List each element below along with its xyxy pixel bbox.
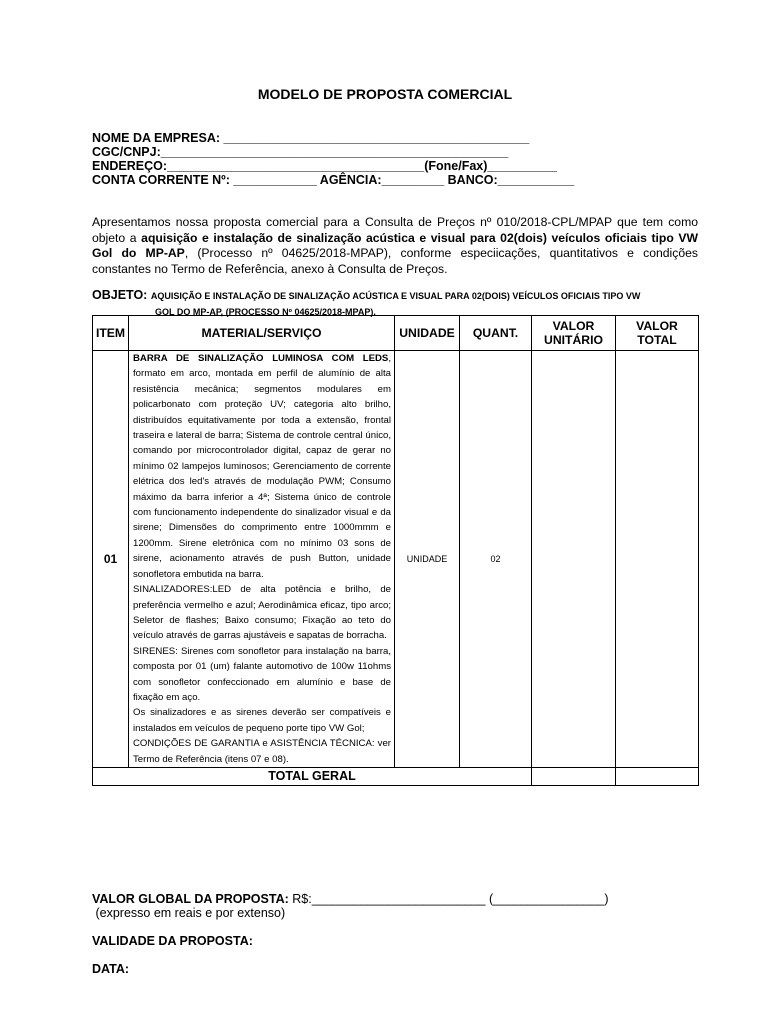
objeto-label: OBJETO: — [92, 288, 148, 302]
total-geral-label: TOTAL GERAL — [93, 767, 532, 785]
intro-text-end: , (Processo nº 04625/2018-MPAP), conforme especiicações, quantitativos e condições constantes no Termo de Referência, anexo à Consulta de Preços. — [92, 246, 698, 276]
items-table — [92, 315, 699, 786]
header-valor-total: VALOR TOTAL — [616, 316, 699, 351]
description-paragraph-1 — [133, 351, 391, 582]
header-item: ITEM — [93, 316, 129, 351]
item-quantidade: 02 — [460, 351, 532, 768]
objeto-line-2: GOL DO MP-AP, (PROCESSO Nº 04625/2018-MPAP). — [155, 307, 376, 317]
valor-global-value: R$:_________________________ (________________) — [288, 892, 609, 906]
header-material: MATERIAL/SERVIÇO — [129, 316, 395, 351]
valor-global-note: (expresso em reais e por extenso) — [92, 906, 286, 920]
header-unidade: UNIDADE — [395, 316, 460, 351]
description-paragraph-2: SINALIZADORES:LED de alta potência e brilho, de preferência vermelho e azul; Aerodinâmica eficaz, tipo arco; Seletor de flashes; Baixo consumo; Fixação ao teto do veículo através de garras ajustáveis e sapatas de borracha. — [133, 584, 391, 642]
total-row — [93, 767, 699, 785]
item-description — [129, 351, 395, 768]
total-valor-unitario — [532, 767, 616, 785]
table-row — [93, 351, 699, 768]
header-quant: QUANT. — [460, 316, 532, 351]
item-valor-unitario — [532, 351, 616, 768]
item-valor-total — [616, 351, 699, 768]
intro-paragraph — [92, 215, 698, 277]
description-paragraph-5: CONDIÇÕES DE GARANTIA e ASISTÊNCIA TÉCNICA: ver Termo de Referência (itens 07 e 08). — [133, 738, 391, 765]
total-valor-total — [616, 767, 699, 785]
company-name-field: NOME DA EMPRESA: ____________________________________________ — [92, 131, 530, 145]
valor-global-label: VALOR GLOBAL DA PROPOSTA: — [92, 892, 289, 906]
valor-global-line — [92, 892, 609, 907]
validade-label: VALIDADE DA PROPOSTA: — [92, 934, 253, 948]
description-heading: BARRA DE SINALIZAÇÃO LUMINOSA COM LEDS — [133, 353, 389, 364]
item-number: 01 — [93, 351, 129, 768]
intro-text-bold: aquisição e instalação de sinalização acústica e visual para 02(dois) veículos oficiais tipo VW Gol do MP-AP — [92, 230, 698, 260]
table-header-row — [93, 316, 699, 351]
bank-account-field: CONTA CORRENTE Nº: ____________ AGÊNCIA:_________ BANCO:___________ — [92, 173, 575, 187]
intro-text-start: Apresentamos nossa proposta comercial para a Consulta de Preços nº 010/2018-CPL/MPAP que tem como objeto a — [92, 215, 698, 245]
objeto-line-1: AQUISIÇÃO E INSTALAÇÃO DE SINALIZAÇÃO ACÚSTICA E VISUAL PARA 02(DOIS) VEÍCULOS OFICIAIS TIPO VW — [150, 291, 641, 301]
data-label: DATA: — [92, 962, 130, 976]
item-unidade: UNIDADE — [395, 351, 460, 768]
header-valor-unitario: VALOR UNITÁRIO — [532, 316, 616, 351]
document-title: MODELO DE PROPOSTA COMERCIAL — [257, 86, 513, 102]
address-field: ENDEREÇO:_____________________________________(Fone/Fax)__________ — [92, 159, 557, 173]
description-paragraph-3: SIRENES: Sirenes com sonofletor para instalação na barra, composta por 01 (um) falante automotivo de 100w 11ohms com sonofletor confeccionado em alumínio e base de fixação em aço. — [133, 645, 391, 703]
description-paragraph-4: Os sinalizadores e as sirenes deverão ser compatíveis e instalados em veículos de pequeno porte tipo VW Gol; — [133, 707, 391, 734]
cnpj-field: CGC/CNPJ:__________________________________________________ — [92, 145, 509, 159]
description-body: , formato em arco, montada em perfil de alumínio de alta resistência mecânica; segmentos modulares em policarbonato com proteção UV; categoria alto brilho, distribuídos equitativamente por toda a extensão, frontal traseira e lateral de barra; Sistema de controle central único, comando por microcontrolador digital, capaz de gerar no mínimo 02 lampejos luminosos; Gerenciamento de corrente elétrica dos led's através de modulação PWM; Consumo máximo da barra inferior a 4ª; Sistema único de controle com funcionamento independente do sinalizador visual e da sirene; Dimensões do comprimento entre 1000mmm e 1200mm. Sirene eletrônica com no mínimo 03 sons de sirene, acionamento através de push Button, unidade sonofletora embutida na barra. — [133, 353, 391, 580]
